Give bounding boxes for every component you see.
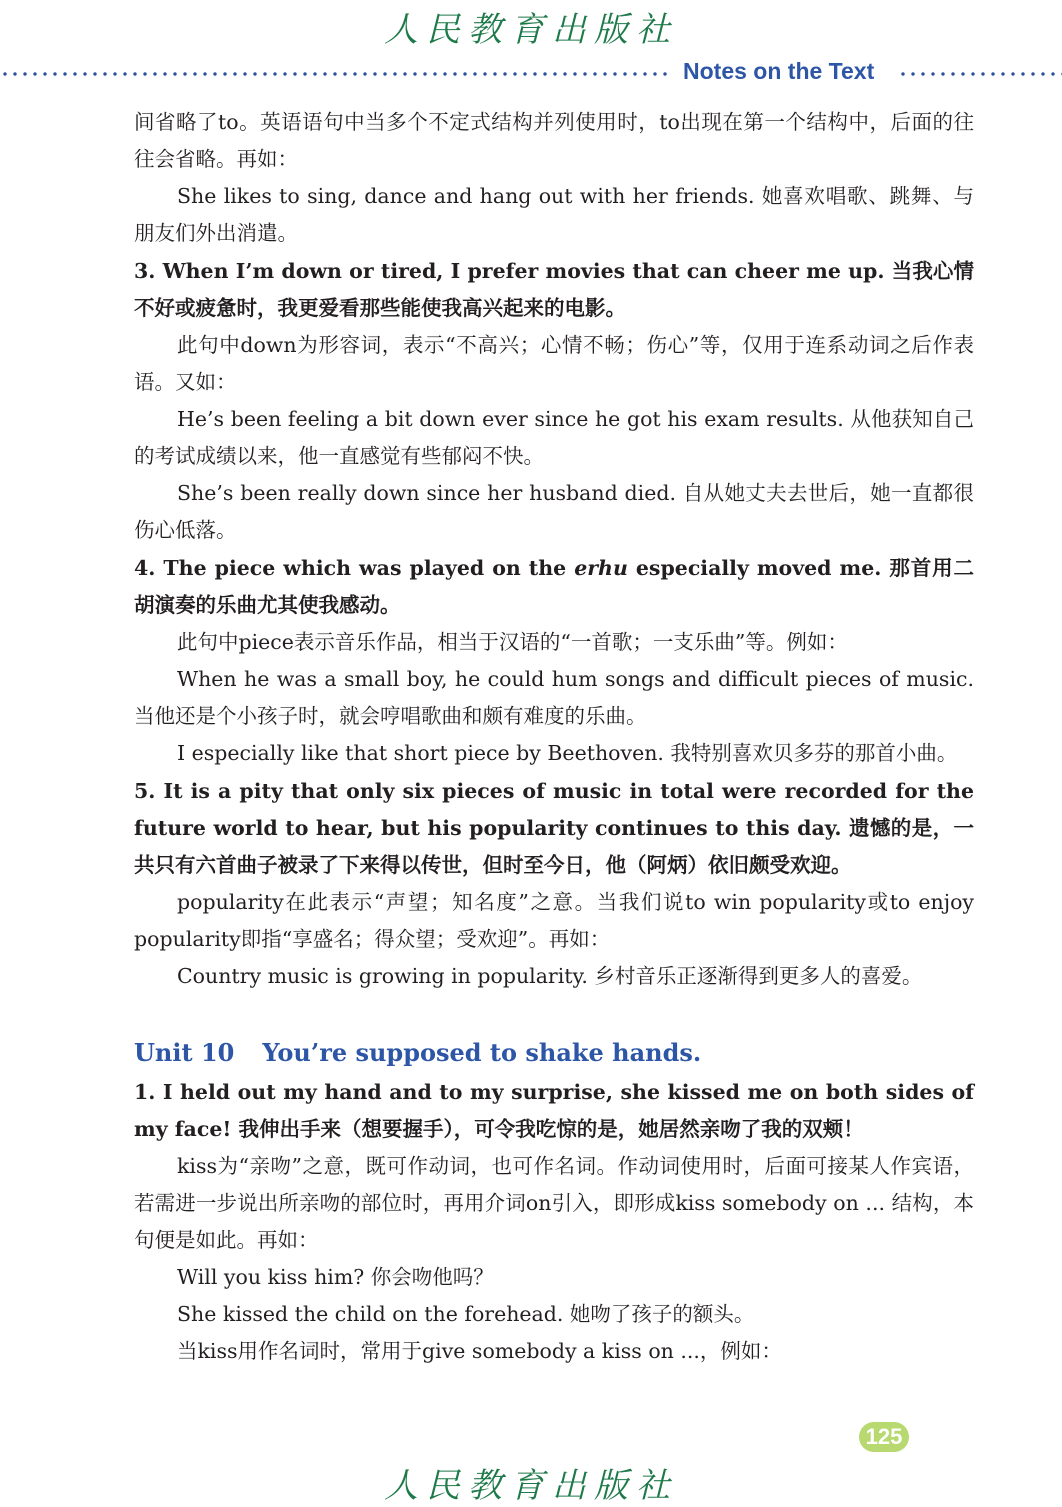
example-sentence: 当kiss用作名词时，常用于give somebody a kiss on ...，例如： bbox=[177, 1339, 782, 1363]
note-heading-4-prefix: 4. The piece which was played on the bbox=[134, 556, 575, 580]
note-heading-5: 5. It is a pity that only six pieces of music in total were recorded for the future world to hear, but his popularity continues to this day. 遗憾的是，一共只有六首曲子被录了下来得以传世，但时至今日，他（阿炳）依旧颇受欢迎。 bbox=[134, 779, 974, 877]
header-band bbox=[0, 58, 1062, 88]
example-sentence: She’s been really down since her husband died. 自从她丈夫去世后，她一直都很伤心低落。 bbox=[134, 481, 974, 542]
publisher-logo-top: 人民教育出版社 bbox=[384, 10, 678, 50]
note-explanation: kiss为“亲吻”之意，既可作动词，也可作名词。作动词使用时，后面可接某人作宾语，若需进一步说出所亲吻的部位时，再用介词on引入，即形成kiss somebody on ... 结构，本句便是如此。再如： bbox=[134, 1154, 974, 1252]
note-heading-4-italic: erhu bbox=[574, 556, 628, 580]
dotted-rule-left bbox=[0, 72, 670, 76]
unit-heading bbox=[134, 1033, 974, 1073]
note-heading-4 bbox=[134, 550, 974, 624]
note-explanation: 此句中down为形容词，表示“不高兴；心情不畅；伤心”等，仅用于连系动词之后作表语。又如： bbox=[134, 333, 974, 394]
publisher-logo-bottom: 人民教育出版社 bbox=[384, 1466, 678, 1506]
note-heading-1: 1. I held out my hand and to my surprise, she kissed me on both sides of my face! 我伸出手来（想要握手），可令我吃惊的是，她居然亲吻了我的双颊！ bbox=[134, 1080, 974, 1141]
example-sentence: Country music is growing in popularity. 乡村音乐正逐渐得到更多人的喜爱。 bbox=[177, 964, 923, 988]
note-explanation: 此句中piece表示音乐作品，相当于汉语的“一首歌；一支乐曲”等。例如： bbox=[177, 630, 848, 654]
page-number-badge: 125 bbox=[859, 1422, 909, 1452]
dotted-rule-right bbox=[898, 72, 1062, 76]
example-sentence: When he was a small boy, he could hum songs and difficult pieces of music. 当他还是个小孩子时，就会哼唱歌曲和颇有难度的乐曲。 bbox=[134, 667, 974, 728]
unit-number: Unit 10 bbox=[134, 1038, 235, 1067]
unit-title: You’re supposed to shake hands. bbox=[262, 1038, 702, 1067]
example-sentence: She kissed the child on the forehead. 她吻了孩子的额头。 bbox=[177, 1302, 755, 1326]
example-sentence: I especially like that short piece by Beethoven. 我特别喜欢贝多芬的那首小曲。 bbox=[177, 741, 958, 765]
note-heading-4-suffix: especially moved me. 那首用二胡演奏的乐曲尤其使我感动。 bbox=[134, 556, 974, 617]
example-sentence: Will you kiss him? 你会吻他吗？ bbox=[177, 1265, 494, 1289]
example-sentence: She likes to sing, dance and hang out with her friends. 她喜欢唱歌、跳舞、与朋友们外出消遣。 bbox=[134, 184, 974, 245]
note-explanation: popularity在此表示“声望；知名度”之意。当我们说to win popularity或to enjoy popularity即指“享盛名；得众望；受欢迎”。再如： bbox=[134, 890, 974, 951]
example-sentence: He’s been feeling a bit down ever since he got his exam results. 从他获知自己的考试成绩以来，他一直感觉有些郁闷不快。 bbox=[134, 407, 974, 468]
paragraph: 间省略了to。英语语句中当多个不定式结构并列使用时，to出现在第一个结构中，后面的往往会省略。再如： bbox=[134, 110, 974, 171]
page-content bbox=[134, 104, 974, 1370]
section-title: Notes on the Text bbox=[683, 58, 875, 84]
note-heading-3: 3. When I’m down or tired, I prefer movies that can cheer me up. 当我心情不好或疲惫时，我更爱看那些能使我高兴起来的电影。 bbox=[134, 259, 974, 320]
